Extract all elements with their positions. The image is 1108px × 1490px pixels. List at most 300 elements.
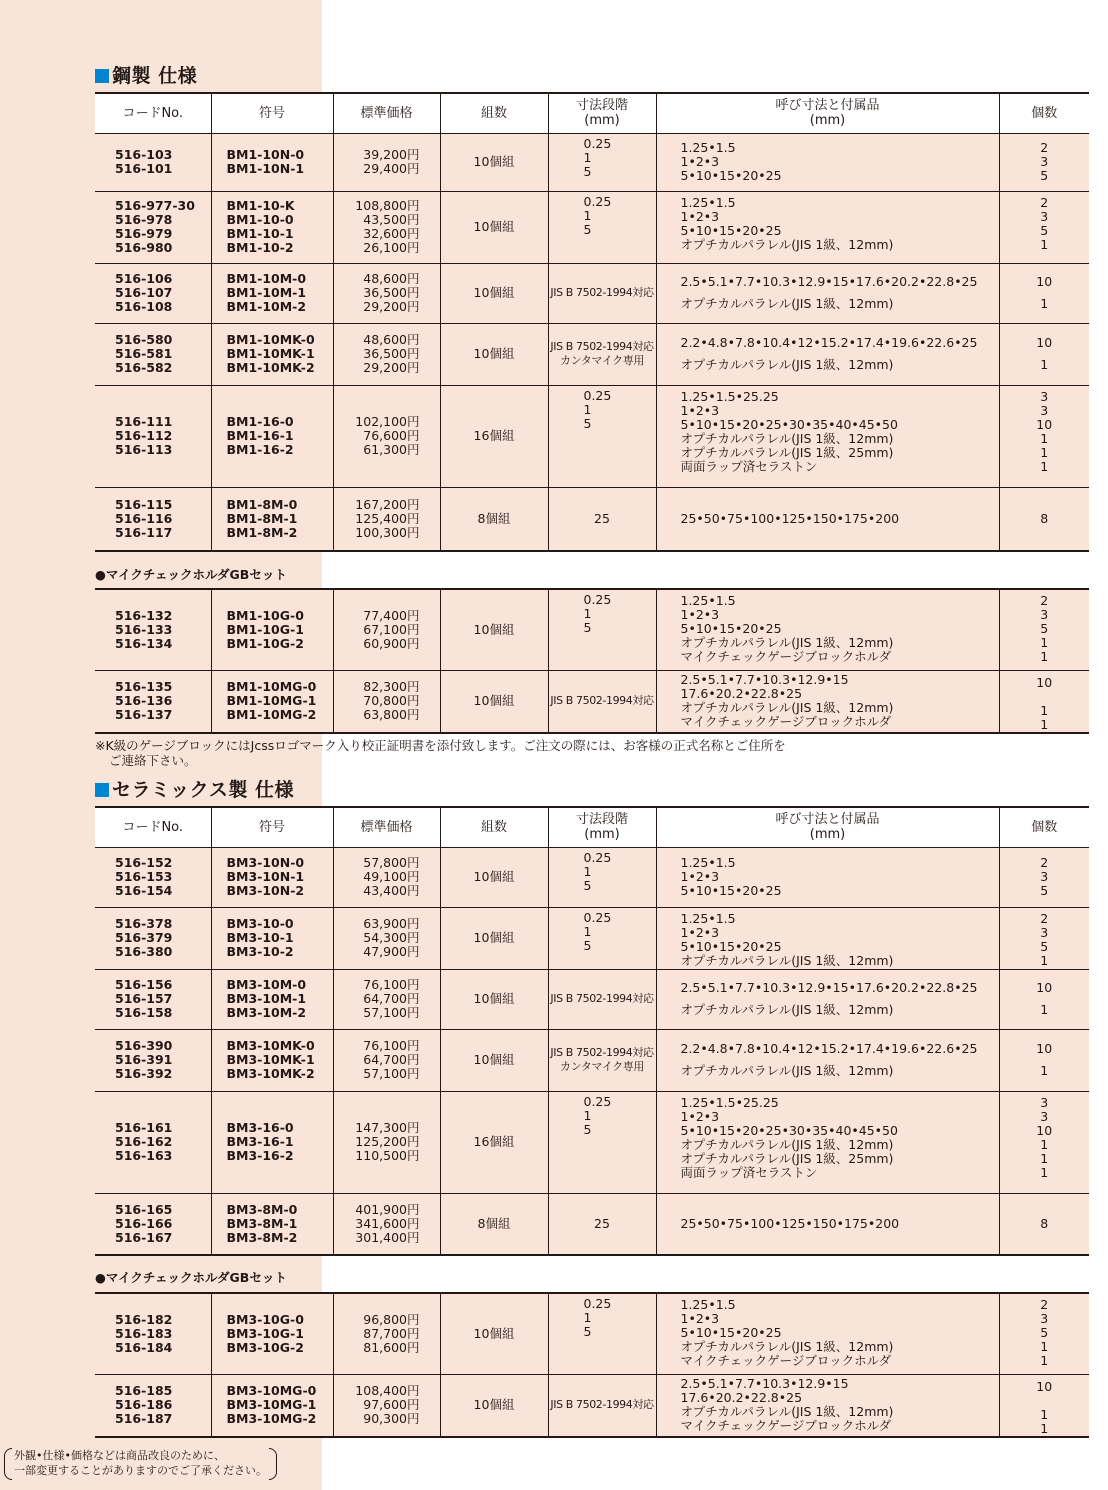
quantity-cell-line: 5: [1040, 1325, 1049, 1340]
code-cell-line: 516-108: [115, 299, 173, 314]
quantity-cell-line: 5: [1040, 883, 1049, 898]
accessory-cell-line: オプチカルパラレル(JIS 1級、12mm): [680, 236, 894, 252]
price-cell-line: 125,200円: [355, 1134, 420, 1149]
accessory-cell-line: オプチカルパラレル(JIS 1級、12mm): [680, 1403, 894, 1419]
price-cell-line: 90,300円: [363, 1411, 420, 1426]
symbol-cell-line: BM1-10M-2: [226, 299, 307, 314]
accessory-cell-line: 2.5•5.1•7.7•10.3•12.9•15: [680, 1375, 849, 1391]
code-cell-line: 516-153: [115, 869, 173, 884]
symbol-cell: [211, 133, 333, 191]
quantity-cell-line: 1: [1040, 1150, 1049, 1166]
quantity-cell-line: 10: [1036, 1122, 1053, 1138]
code-cell-line: 516-184: [115, 1339, 173, 1355]
symbol-cell: [211, 907, 333, 969]
symbol-cell-line: BM3-10MK-0: [226, 1038, 315, 1053]
price-cell-line: 29,200円: [363, 299, 420, 314]
quantity-cell-line: 1: [1040, 1164, 1049, 1180]
step-cell-line: 1: [583, 863, 592, 879]
th-acc-text: (mm): [809, 827, 846, 843]
accessory-cell: [656, 1029, 999, 1091]
price-cell-line: 63,800円: [363, 707, 420, 722]
symbol-cell: [211, 487, 333, 551]
symbol-cell-line: BM3-16-1: [226, 1134, 294, 1149]
symbol-cell-line: BM3-10M-1: [226, 991, 307, 1006]
price-cell-line: 108,400円: [355, 1383, 420, 1398]
quantity-cell-line: 3: [1040, 154, 1049, 169]
sets-cell: 10個組: [440, 323, 548, 385]
quantity-cell-line: 1: [1040, 1339, 1049, 1354]
step-cell-line: カンタマイク専用: [560, 354, 644, 367]
quantity-cell-line: 1: [1040, 716, 1049, 732]
accessory-cell-line: 5•10•15•20•25: [680, 222, 782, 238]
code-cell-line: 516-378: [115, 916, 173, 931]
code-cell-line: 516-152: [115, 855, 173, 870]
price-cell-line: 32,600円: [363, 226, 420, 241]
accessory-cell-line: 2.2•4.8•7.8•10.4•12•15.2•17.4•19.6•22.6•25: [680, 335, 978, 350]
code-cell-line: 516-187: [115, 1411, 173, 1426]
ceramic-holder-table: [95, 1292, 1089, 1438]
symbol-cell-line: BM1-16-2: [226, 442, 294, 457]
symbol-cell: [211, 385, 333, 487]
table-row: [95, 1293, 1089, 1374]
quantity-cell-line: 10: [1036, 980, 1053, 995]
accessory-cell-line: オプチカルパラレル(JIS 1級、12mm): [680, 357, 894, 372]
accessory-cell-line: 両面ラップ済セラストン: [680, 458, 818, 474]
price-cell: [333, 191, 440, 263]
code-cell-line: 516-392: [115, 1066, 173, 1081]
accessory-cell-line: 5•10•15•20•25: [680, 1325, 782, 1340]
code-cell-line: 516-979: [115, 226, 173, 241]
quantity-cell-line: 1: [1040, 1353, 1049, 1368]
th-price-text: 標準価格: [360, 105, 413, 121]
step-cell-line: 0.25: [583, 1093, 612, 1109]
accessory-cell-line: 5•10•15•20•25: [680, 621, 782, 636]
code-cell: [95, 1091, 211, 1193]
price-cell-line: 70,800円: [363, 693, 420, 708]
quantity-cell-line: 1: [1040, 236, 1049, 252]
price-cell-line: 100,300円: [355, 524, 420, 540]
symbol-cell-line: BM3-10M-2: [226, 1005, 307, 1020]
quantity-cell-line: 3: [1040, 1311, 1049, 1326]
accessory-cell-line: 1.25•1.5•25.25: [680, 388, 779, 404]
symbol-cell-line: BM1-8M-0: [226, 496, 298, 512]
step-cell: [548, 1193, 656, 1255]
code-cell-line: 516-978: [115, 212, 173, 227]
symbol-cell-line: BM1-10MG-1: [226, 693, 317, 708]
accessory-cell-line: 2.5•5.1•7.7•10.3•12.9•15•17.6•20.2•22.8•25: [680, 980, 978, 995]
accessory-cell-line: 1.25•1.5: [680, 910, 736, 926]
steel-title-text: 鋼製 仕様: [112, 65, 198, 87]
price-cell: [333, 907, 440, 969]
table-row: [95, 847, 1089, 907]
quantity-cell-line: 1: [1040, 1136, 1049, 1152]
quantity-cell-line: 10: [1036, 1041, 1053, 1056]
code-cell-line: 516-161: [115, 1120, 173, 1135]
note-line-2: ご連絡下さい。: [109, 753, 197, 768]
symbol-cell-line: BM1-10-0: [226, 212, 294, 227]
sets-cell: 10個組: [440, 1029, 548, 1091]
step-cell: [548, 133, 656, 191]
quantity-cell: [999, 487, 1089, 551]
accessory-cell-line: オプチカルパラレル(JIS 1級、12mm): [680, 1136, 894, 1152]
accessory-cell-line: 1.25•1.5: [680, 593, 736, 608]
symbol-cell-line: BM3-10-1: [226, 930, 294, 945]
th-sets: [440, 93, 548, 133]
symbol-cell-line: BM1-10-K: [226, 198, 295, 213]
price-cell-line: 54,300円: [363, 930, 420, 945]
accessory-cell: [656, 385, 999, 487]
quantity-cell-line: 2: [1040, 855, 1049, 870]
quantity-cell: [999, 1091, 1089, 1193]
steel-holder-table: [95, 588, 1089, 734]
sets-cell: 16個組: [440, 385, 548, 487]
symbol-cell-line: BM3-16-0: [226, 1120, 294, 1135]
price-cell-line: 43,500円: [363, 212, 420, 227]
step-cell: [548, 1091, 656, 1193]
th-qty-text: 個数: [1031, 819, 1058, 835]
accessory-cell-line: マイクチェックゲージブロックホルダ: [680, 1353, 892, 1368]
step-cell: [548, 589, 656, 670]
step-cell-line: 1: [583, 1107, 592, 1123]
quantity-cell-line: 1: [1040, 1063, 1049, 1078]
table-row: [95, 1029, 1089, 1091]
quantity-cell-line: 5: [1040, 621, 1049, 636]
price-cell-line: 39,200円: [363, 147, 420, 162]
code-cell-line: 516-137: [115, 707, 173, 722]
table-row: [95, 670, 1089, 733]
quantity-cell: [999, 1029, 1089, 1091]
th-sets-text: 組数: [480, 819, 507, 835]
price-cell: [333, 1091, 440, 1193]
quantity-cell: [999, 847, 1089, 907]
step-cell-line: 0.25: [583, 1296, 612, 1311]
step-cell-line: JIS B 7502-1994対応: [550, 286, 654, 299]
accessory-cell: [656, 969, 999, 1029]
accessory-cell: [656, 670, 999, 733]
code-cell: [95, 1293, 211, 1374]
quantity-cell: [999, 323, 1089, 385]
price-cell-line: 167,200円: [355, 496, 420, 512]
symbol-cell-line: BM1-10MK-0: [226, 332, 315, 347]
quantity-cell-line: 1: [1040, 1420, 1049, 1436]
symbol-cell-line: BM3-10M-0: [226, 977, 307, 992]
quantity-cell-line: 3: [1040, 924, 1049, 940]
price-cell-line: 26,100円: [363, 240, 420, 255]
quantity-cell-line: 10: [1036, 674, 1053, 690]
price-cell-line: 49,100円: [363, 869, 420, 884]
sets-cell: 10個組: [440, 191, 548, 263]
quantity-cell-line: 5: [1040, 938, 1049, 954]
accessory-cell-line: 25•50•75•100•125•150•175•200: [680, 510, 900, 526]
quantity-cell-line: 10: [1036, 274, 1053, 289]
table-row: [95, 907, 1089, 969]
price-cell-line: 102,100円: [355, 414, 420, 429]
code-cell-line: 516-111: [115, 414, 173, 429]
step-cell: [548, 487, 656, 551]
accessory-cell: [656, 907, 999, 969]
step-cell-line: 5: [583, 221, 592, 237]
step-cell: [548, 1293, 656, 1374]
code-cell-line: 516-182: [115, 1311, 173, 1327]
step-cell-line: 1: [583, 149, 592, 165]
th-qty: [999, 93, 1089, 133]
accessory-cell-line: 5•10•15•20•25•30•35•40•45•50: [680, 1122, 898, 1138]
quantity-cell-line: 5: [1040, 168, 1049, 183]
note-line-1: ※K級のゲージブロックにはJcssロゴマーク入り校正証明書を添付致します。ご注文の際には、お客様の正式名称とご住所を: [95, 738, 786, 753]
code-cell-line: 516-165: [115, 1201, 173, 1217]
symbol-cell: [211, 1293, 333, 1374]
sets-cell: 8個組: [440, 1193, 548, 1255]
code-cell-line: 516-115: [115, 496, 173, 512]
th-step-text: 寸法段階: [575, 812, 628, 828]
th-acc: [656, 93, 999, 133]
symbol-cell-line: BM1-8M-2: [226, 524, 298, 540]
step-cell-line: 1: [583, 606, 592, 621]
price-cell-line: 87,700円: [363, 1325, 420, 1341]
quantity-cell-line: 1: [1040, 430, 1049, 446]
th-qty: [999, 807, 1089, 847]
accessory-cell-line: オプチカルパラレル(JIS 1級、12mm): [680, 952, 894, 968]
th-step-text: (mm): [584, 827, 620, 843]
accessory-cell: [656, 1374, 999, 1437]
symbol-cell-line: BM3-10MK-2: [226, 1066, 315, 1081]
price-cell-line: 82,300円: [363, 679, 420, 694]
table-header-row: [95, 93, 1089, 133]
th-step: [548, 807, 656, 847]
accessory-cell: [656, 323, 999, 385]
code-cell-line: 516-106: [115, 271, 173, 286]
price-cell: [333, 1029, 440, 1091]
accessory-cell: [656, 263, 999, 323]
price-cell: [333, 1193, 440, 1255]
table-row: [95, 191, 1089, 263]
code-cell-line: 516-185: [115, 1383, 173, 1398]
accessory-cell-line: 1•2•3: [680, 1108, 720, 1124]
accessory-cell-line: オプチカルパラレル(JIS 1級、12mm): [680, 1002, 894, 1017]
quantity-cell-line: 2: [1040, 593, 1049, 608]
step-cell-line: 1: [583, 1310, 592, 1325]
step-cell-line: 0.25: [583, 193, 612, 209]
step-cell-line: 1: [583, 401, 592, 417]
price-cell-line: 43,400円: [363, 883, 420, 898]
accessory-cell-line: オプチカルパラレル(JIS 1級、25mm): [680, 444, 894, 460]
quantity-cell-line: 3: [1040, 869, 1049, 884]
symbol-cell-line: BM1-10N-0: [226, 147, 305, 162]
footnote-line-1: 外観•仕様•価格などは商品改良のために、: [14, 1449, 225, 1462]
price-cell-line: 29,400円: [363, 161, 420, 176]
step-cell-line: 5: [583, 415, 592, 431]
price-cell-line: 76,600円: [363, 428, 420, 443]
step-cell: [548, 263, 656, 323]
step-cell-line: 0.25: [583, 387, 612, 403]
symbol-cell-line: BM1-10MG-0: [226, 679, 317, 694]
code-cell-line: 516-154: [115, 883, 173, 898]
steel-note: [95, 738, 786, 768]
step-cell-line: JIS B 7502-1994対応: [550, 1398, 654, 1411]
symbol-cell: [211, 1091, 333, 1193]
accessory-cell-line: 両面ラップ済セラストン: [680, 1164, 818, 1180]
price-cell-line: 97,600円: [363, 1397, 420, 1412]
price-cell-line: 29,200円: [363, 360, 420, 375]
accessory-cell-line: 1•2•3: [680, 924, 720, 940]
symbol-cell-line: BM3-10N-2: [226, 883, 305, 898]
square-bullet-icon: [95, 783, 109, 797]
step-cell: [548, 847, 656, 907]
th-acc: [656, 807, 999, 847]
price-cell-line: 81,600円: [363, 1339, 420, 1355]
code-cell-line: 516-580: [115, 332, 173, 347]
code-cell: [95, 323, 211, 385]
symbol-cell-line: BM1-10G-2: [226, 635, 304, 651]
square-bullet-icon: [95, 69, 109, 83]
code-cell: [95, 907, 211, 969]
price-cell-line: 110,500円: [355, 1148, 420, 1163]
step-cell-line: 0.25: [583, 909, 612, 925]
th-code-text: コードNo.: [122, 819, 184, 835]
price-cell-line: 57,800円: [363, 855, 420, 870]
accessory-cell: [656, 1091, 999, 1193]
th-qty-text: 個数: [1031, 105, 1058, 121]
step-cell-line: 1: [583, 923, 592, 939]
symbol-cell-line: BM1-10MK-2: [226, 360, 315, 375]
sets-cell: 10個組: [440, 133, 548, 191]
th-code: [95, 93, 211, 133]
accessory-cell-line: オプチカルパラレル(JIS 1級、12mm): [680, 635, 894, 650]
symbol-cell: [211, 847, 333, 907]
sets-cell: 10個組: [440, 969, 548, 1029]
symbol-cell-line: BM3-8M-1: [226, 1215, 298, 1231]
th-sets-text: 組数: [480, 105, 507, 121]
ceramic-title-text: セラミックス製 仕様: [112, 779, 295, 801]
code-cell-line: 516-107: [115, 285, 173, 300]
symbol-cell: [211, 670, 333, 733]
price-cell-line: 48,600円: [363, 332, 420, 347]
code-cell-line: 516-156: [115, 977, 173, 992]
th-step: [548, 93, 656, 133]
accessory-cell-line: 2.5•5.1•7.7•10.3•12.9•15: [680, 671, 849, 687]
symbol-cell-line: BM3-10N-1: [226, 869, 305, 884]
price-cell: [333, 323, 440, 385]
code-cell: [95, 133, 211, 191]
code-cell-line: 516-136: [115, 693, 173, 708]
steel-section-title: [95, 63, 197, 89]
table-row: [95, 589, 1089, 670]
quantity-cell-line: 1: [1040, 458, 1049, 474]
th-price-text: 標準価格: [360, 819, 413, 835]
th-symbol: [211, 807, 333, 847]
th-code-text: コードNo.: [122, 105, 184, 121]
code-cell: [95, 191, 211, 263]
price-cell-line: 77,400円: [363, 607, 420, 623]
quantity-cell-line: 1: [1040, 357, 1049, 372]
step-cell-line: JIS B 7502-1994対応: [550, 1046, 654, 1059]
step-cell-line: 5: [583, 620, 592, 635]
quantity-cell-line: 2: [1040, 910, 1049, 926]
accessory-cell-line: オプチカルパラレル(JIS 1級、12mm): [680, 1063, 894, 1078]
symbol-cell-line: BM3-10MG-1: [226, 1397, 317, 1412]
price-cell-line: 57,100円: [363, 1005, 420, 1020]
table-row: [95, 969, 1089, 1029]
quantity-cell-line: 2: [1040, 194, 1049, 210]
quantity-cell: [999, 385, 1089, 487]
quantity-cell-line: 1: [1040, 702, 1049, 718]
accessory-cell-line: 5•10•15•20•25•30•35•40•45•50: [680, 416, 898, 432]
footnote: [4, 1448, 277, 1478]
accessory-cell: [656, 847, 999, 907]
code-cell-line: 516-581: [115, 346, 173, 361]
step-cell-line: 5: [583, 937, 592, 953]
quantity-cell: [999, 263, 1089, 323]
quantity-cell: [999, 133, 1089, 191]
th-symbol: [211, 93, 333, 133]
step-cell-line: 5: [583, 877, 592, 893]
step-cell: [548, 969, 656, 1029]
table-row: [95, 1374, 1089, 1437]
code-cell-line: 516-167: [115, 1229, 173, 1245]
ceramic-section-title: [95, 777, 294, 803]
accessory-cell-line: 1.25•1.5: [680, 140, 736, 155]
symbol-cell-line: BM1-10G-1: [226, 621, 304, 637]
quantity-cell-line: 3: [1040, 1108, 1049, 1124]
quantity-cell-line: 10: [1036, 416, 1053, 432]
price-cell: [333, 1293, 440, 1374]
quantity-cell: [999, 969, 1089, 1029]
quantity-cell-line: 3: [1040, 1094, 1049, 1110]
price-cell-line: 48,600円: [363, 271, 420, 286]
quantity-cell-line: 1: [1040, 1406, 1049, 1422]
quantity-cell-line: 5: [1040, 222, 1049, 238]
code-cell: [95, 263, 211, 323]
quantity-cell: [999, 907, 1089, 969]
quantity-cell-line: 3: [1040, 388, 1049, 404]
code-cell-line: 516-157: [115, 991, 173, 1006]
symbol-cell-line: BM3-10G-1: [226, 1325, 304, 1341]
accessory-cell-line: 1•2•3: [680, 869, 720, 884]
code-cell-line: 516-166: [115, 1215, 173, 1231]
step-cell-line: 1: [583, 207, 592, 223]
accessory-cell-line: マイクチェックゲージブロックホルダ: [680, 713, 892, 729]
price-cell-line: 341,600円: [355, 1215, 420, 1231]
quantity-cell-line: 1: [1040, 296, 1049, 311]
table-header-row: [95, 807, 1089, 847]
accessory-cell-line: 2.5•5.1•7.7•10.3•12.9•15•17.6•20.2•22.8•25: [680, 274, 978, 289]
price-cell: [333, 847, 440, 907]
code-cell-line: 516-980: [115, 240, 173, 255]
sets-cell: 10個組: [440, 670, 548, 733]
bracket-left: [4, 1448, 12, 1480]
accessory-cell-line: 1.25•1.5•25.25: [680, 1094, 779, 1110]
table-row: [95, 487, 1089, 551]
quantity-cell: [999, 1293, 1089, 1374]
code-cell-line: 516-117: [115, 524, 173, 540]
table-row: [95, 263, 1089, 323]
price-cell-line: 61,300円: [363, 442, 420, 457]
price-cell: [333, 969, 440, 1029]
step-cell-line: 5: [583, 1324, 592, 1339]
accessory-cell: [656, 133, 999, 191]
th-code: [95, 807, 211, 847]
step-cell: [548, 385, 656, 487]
step-cell: [548, 907, 656, 969]
symbol-cell-line: BM1-8M-1: [226, 510, 298, 526]
th-acc-text: (mm): [809, 113, 846, 129]
price-cell: [333, 589, 440, 670]
accessory-cell-line: 1.25•1.5: [680, 194, 736, 210]
step-cell-line: JIS B 7502-1994対応: [550, 340, 654, 353]
price-cell-line: 147,300円: [355, 1120, 420, 1135]
symbol-cell-line: BM1-10N-1: [226, 161, 305, 176]
accessory-cell: [656, 487, 999, 551]
